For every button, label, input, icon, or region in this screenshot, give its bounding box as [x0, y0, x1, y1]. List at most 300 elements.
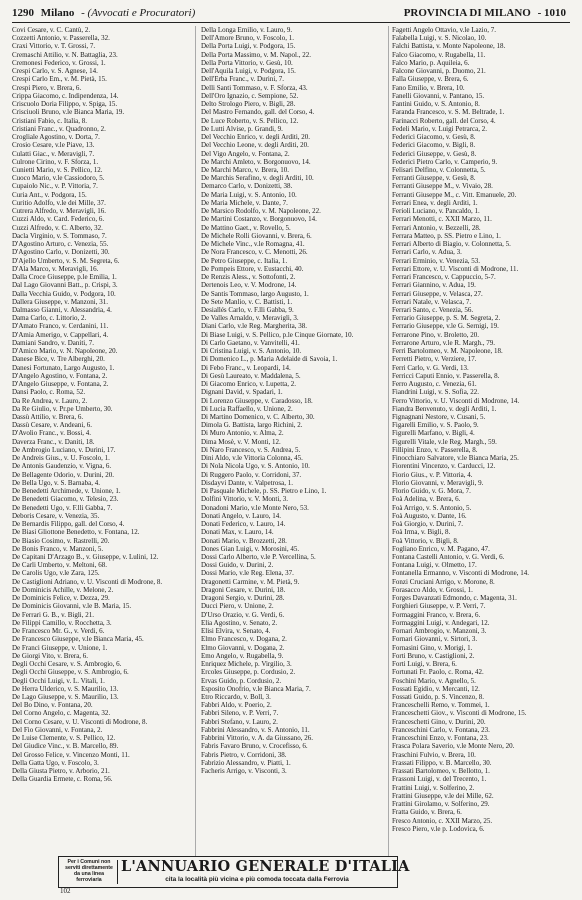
directory-entry: Dalla Vecchia Guido, v. Podgora, 10.: [12, 289, 116, 298]
directory-entry: Fresco Antonio, c. XXII Marzo, 25.: [392, 816, 493, 825]
directory-entry: Dalmasso Gianni, v. Alessandria, 4.: [12, 305, 112, 314]
directory-entry: Ferrari Francesco, v. Cappuccio, 5-7.: [392, 273, 496, 282]
directory-entry: Damiani Sandro, v. Daniti, 7.: [12, 338, 94, 347]
directory-entry: Cuoco Mario, v.le Cassiodoro, 5.: [12, 174, 105, 183]
directory-entry: Ferretti Pietro, v. Verziere, 17.: [392, 355, 477, 364]
footer-code: 102: [60, 887, 71, 895]
directory-entry: Elia Agostino, v. Senato, 2.: [201, 618, 278, 627]
directory-entry: Donadoni Mario, v.le Monte Nero, 53.: [201, 503, 309, 512]
directory-entry: Cremaschi Attilio, v. N. Battaglia, 23.: [12, 50, 118, 59]
directory-entry: Etro Riccardo, v. Boll, 3.: [201, 692, 271, 701]
directory-entry: Frasca Polara Saverio, v.le Monte Nero, 20.: [392, 742, 515, 751]
directory-entry: Curia Ant., v. Podgora, 15.: [12, 190, 87, 199]
directory-entry: Cozzetti Antonio, v. Passerella, 32.: [12, 34, 110, 43]
directory-entry: De Lago Giuseppe, v. S. Maurilio, 13.: [12, 692, 119, 701]
directory-entry: Falla Giuseppe, v. Brera, 6.: [392, 75, 469, 84]
directory-entry: Diani Carlo, v.le Reg. Margherita, 38.: [201, 322, 307, 331]
directory-entry: Di Pasquale Michele, p. SS. Pietro e Lino, 1.: [201, 487, 327, 496]
directory-entry: De Nora Francesco, v. C. Menotti, 26.: [201, 248, 308, 257]
directory-entry: Ferrarone Arturo, v.le R. Margh., 79.: [392, 338, 496, 347]
directory-entry: Di Naro Francesco, v. S. Andrea, 5.: [201, 445, 301, 454]
directory-entry: Frassati Filippo, v. B. Marcello, 30.: [392, 758, 492, 767]
directory-entry: De Maria Luigi, v. S. Antonio, 10.: [201, 190, 297, 199]
directory-entry: Dassù Cesare, v. Andeani, 6.: [12, 421, 93, 430]
directory-entry: Esposito Onofrio, v.le Bianca Maria, 7.: [201, 684, 311, 693]
directory-entry: D'Avolio Franc., v. Bossi, 4.: [12, 429, 92, 438]
directory-entry: Dossi Carlo Alberto, v.le P. Vercellina, 5.: [201, 553, 316, 561]
directory-entry: Crogliale Agostino, v. Dorta, 7.: [12, 133, 100, 142]
directory-entry: Donati Angelo, v. Lauro, 14.: [201, 511, 282, 520]
directory-entry: Dolfini Vittorio, v. V. Monti, 3.: [201, 495, 289, 504]
directory-entry: Fabbri Sileno, v. P. Verri, 7.: [201, 709, 279, 718]
directory-entry: De Antonis Gaudenzio, v. Vigna, 6.: [12, 462, 112, 471]
directory-entry: De Petro Giuseppe, c. Italia, 1.: [201, 256, 288, 265]
directory-entry: Federici Pietro Carlo, v. Camperio, 9.: [392, 157, 498, 166]
directory-entry: Ferri Bartolomeo, v. M. Napoleone, 18.: [392, 347, 503, 356]
directory-entry: De Filippi Camillo, v. Rocchetta, 3.: [12, 618, 112, 627]
directory-entry: Del Giudice Vinc., v. B. Marcello, 89.: [12, 742, 119, 751]
directory-entry: Dossi Guido, v. Durini, 2.: [201, 561, 274, 570]
directory-entry: Ervas Guido, p. Cordusio, 2.: [201, 676, 282, 685]
directory-entry: Curitio Adolfo, v.le dei Mille, 37.: [12, 198, 106, 207]
directory-entry: Cuzzi Alfredo, v. C. Alberto, 32.: [12, 223, 103, 232]
directory-entry: Donati Mario, v. Brozzetti, 28.: [201, 536, 287, 545]
directory-entry: Falchi Battista, v. Monte Napoleone, 18.: [392, 42, 506, 51]
directory-entry: Fabrizio Alessandro, v. Piatti, 1.: [201, 758, 291, 767]
directory-entry: Di Lorenzo Giuseppe, v. Caradosso, 18.: [201, 396, 313, 405]
directory-entry: De Benedetti Giacomo, v. Telesio, 23.: [12, 495, 119, 504]
directory-entry: Di Domenico L., p. Maria Adelaide di Savoia, 1.: [201, 355, 338, 364]
directory-entry: Foà Irma, v. Bigli, 8.: [392, 528, 451, 537]
directory-entry: Craxi Vittorio, v. T. Grossi, 7.: [12, 42, 96, 51]
directory-entry: Fano Emilio, v. Brera, 10.: [392, 83, 465, 92]
directory-entry: Fillipini Enzo, v. Passerella, 8.: [392, 445, 478, 454]
directory-entry: Fanelli Giovanni, v. Pantano, 15.: [392, 91, 485, 100]
directory-entry: D'Urso Orazio, v. G. Verdi, 6.: [201, 610, 285, 619]
directory-entry: Di Ruggero Paolo, v. Corridoni, 37.: [201, 470, 302, 479]
directory-entry: Enriquez Michele, p. Virgilio, 3.: [201, 660, 292, 669]
directory-entry: Degli Occhi Cesare, v. S. Ambrogio, 6.: [12, 660, 122, 669]
directory-entry: Ferrarone Pino, v. Broletto, 20.: [392, 330, 480, 339]
directory-entry: Fabris Favaro Bruno, v. Crocefisso, 6.: [201, 742, 308, 751]
directory-entry: Foà Augusto, v. Dante, 16.: [392, 511, 467, 520]
directory-entry: De Dominicis Felice, v. Dezza, 29.: [12, 594, 110, 603]
directory-entry: Ercoles Giuseppe, p. Cordusio, 2.: [201, 668, 296, 677]
directory-entry: Fabbri Aldo, v. Poerio, 2.: [201, 701, 272, 710]
directory-entry: Faranda Francesco, v. S. M. Beltrade, 1.: [392, 108, 505, 117]
directory-entry: Degli Occhi Giuseppe, v. S. Ambrogio, 6.: [12, 668, 129, 677]
header-city: Milano: [40, 7, 75, 19]
directory-entry: Ferrario Giuseppe, v.le G. Sernigi, 19.: [392, 322, 499, 331]
directory-entry: Della Porta Massimo, v. M. Napol., 22.: [201, 50, 311, 59]
directory-entry: Dima Mosè, v. V. Monti, 12.: [201, 437, 281, 446]
directory-entry: De Maria Michele, v. Dante, 7.: [201, 198, 288, 207]
directory-entry: Crippa Giacomo, c. Indipendenza, 14.: [12, 91, 119, 100]
directory-entry: De Castiglioni Adriano, v. U. Visconti di Modrone, 8.: [12, 577, 163, 586]
directory-entry: Ferrari Natale, v. Velasca, 7.: [392, 297, 472, 306]
header-province: PROVINCIA DI MILANO: [403, 7, 531, 19]
directory-entry: Dacla Virginio, v. S. Tommaso, 7.: [12, 231, 107, 240]
directory-entry: Crosio Cesare, v.le Piave, 13.: [12, 141, 95, 150]
directory-entry: Cristiani Fabio, c. Italia, 8.: [12, 116, 88, 125]
directory-entry: Fontana Luigi, v. Olmetto, 17.: [392, 561, 477, 570]
directory-entry: De Mattino Gaet., v. Rovello, 5.: [201, 223, 291, 232]
directory-entry: Della Giusta Pietro, v. Arborio, 21.: [12, 767, 110, 776]
directory-entry: Dallera Giuseppe, v. Manzoni, 31.: [12, 297, 108, 306]
directory-entry: Federici Giacomo, v. Gesù, 8.: [392, 133, 476, 142]
directory-entry: Ferrario Giuseppe, p. S. M. Segreta, 2.: [392, 314, 501, 323]
directory-entry: Del Vigo Angelo, v. Fontana, 2.: [201, 149, 290, 158]
directory-entry: De Carolis Ugo, v.le Zara, 125.: [12, 569, 100, 578]
directory-entry: Dragoni Sergio, v. Durini, 28.: [201, 594, 285, 603]
directory-entry: Dimola G. Battista, largo Richini, 2.: [201, 421, 303, 430]
directory-entry: Falcone Giovanni, p. Duomo, 21.: [392, 67, 486, 76]
directory-entry: Ferrari Alberto di Biagio, v. Colonnetta, 5.: [392, 240, 511, 249]
directory-entry: Fornasini Gino, v. Morigi, 1.: [392, 643, 473, 652]
directory-entry: De Bella Ugo, v. S. Barnaba, 4.: [12, 478, 100, 487]
directory-entry: Criscuolo Doria Filippo, v. Spiga, 15.: [12, 100, 118, 109]
directory-entry: Cunietti Mario, v. S. Pellico, 12.: [12, 165, 103, 174]
directory-entry: Franceschini Enzo, v. Fontana, 23.: [392, 734, 489, 743]
directory-entry: Ferranti Giuseppe, v. Gesù, 8.: [392, 174, 476, 183]
ad-side-note: Per i Comuni non serviti direttamente da una linea ferroviaria: [65, 859, 113, 883]
directory-entry: D'Agostino Arturo, c. Venezia, 55.: [12, 240, 109, 249]
directory-entry: De Luce Roberto, v. S. Pellico, 12.: [201, 116, 299, 125]
directory-entry: Di Febo Franc., v. Leopardi, 14.: [201, 363, 291, 372]
directory-entry: Donati Max, v. Lauro, 14.: [201, 528, 274, 537]
directory-entry: Dragoni Cesare, v. Durini, 18.: [201, 585, 286, 594]
directory-entry: Franceschetti Gino, v. Durini, 20.: [392, 717, 486, 726]
directory-entry: Frassoni Luigi, v. del Trecento, 1.: [392, 775, 487, 784]
directory-entry: Ferrari Erminio, v. Venezia, 53.: [392, 256, 481, 265]
ad-title: L'ANNUARIO GENERALE D'ITALIA: [121, 858, 410, 875]
directory-entry: De Capitani D'Arzago B., v. Giuseppe, v. Lulini, 12.: [12, 553, 159, 561]
directory-entry: Daverza Franc., v. Daniti, 18.: [12, 437, 95, 446]
directory-entry: Figurelli Vitale, v.le Reg. Margh., 59.: [392, 437, 497, 446]
directory-entry: Crespi Carlo Em., v. M. Pietà, 15.: [12, 75, 107, 84]
directory-entry: Fontanella Ermanno, v. Visconti di Modrone, 14.: [392, 569, 530, 578]
directory-entry: Fedeli Mario, v. Luigi Petrarca, 2.: [392, 124, 487, 133]
directory-entry: De Santis Tommaso, largo Augusto, 1.: [201, 289, 309, 298]
directory-entry: Da Re Andrea, v. Lauro, 2.: [12, 396, 88, 405]
directory-entry: Dansi Paolo, c. Roma, 52.: [12, 388, 86, 397]
directory-entry: Fiorio Gius., v. P. Vittoria, 4.: [392, 470, 473, 479]
directory-entry: Di Carlo Gaetano, v. Vanvitelli, 41.: [201, 338, 300, 347]
directory-entry: Fignagnani Nestore, v. Cusani, 5.: [392, 413, 486, 422]
directory-entry: Fiorentini Vincenzo, v. Carducci, 12.: [392, 462, 496, 471]
running-header: [12, 6, 570, 23]
directory-entry: Cristiani Franc., v. Quadronno, 2.: [12, 124, 106, 133]
directory-entry: Ferrari Santo, c. Venezia, 56.: [392, 305, 474, 314]
directory-entry: Fabbrini Alessandro, v. S. Antonio, 11.: [201, 725, 310, 734]
directory-entry: Elmo Francesco, v. Dogana, 2.: [201, 635, 287, 644]
directory-entry: D'Amia Amerigo, v. Cappellari, 4.: [12, 330, 109, 339]
directory-entry: De Benedetti Ugo, v. F.lli Gabba, 7.: [12, 503, 113, 512]
directory-entry: Farinacci Roberto, gall. del Corso, 4.: [392, 116, 496, 125]
directory-entry: Ferrari Antonio, v. Bezzelli, 28.: [392, 223, 481, 232]
directory-entry: Franceschini Carlo, v. Fontana, 23.: [392, 725, 490, 734]
directory-entry: Fraschini Fulvio, v. Brera, 10.: [392, 750, 476, 759]
directory-entry: Fiandra Benvenuto, v. degli Arditi, 1.: [392, 404, 497, 413]
directory-entry: Fabbri Stefano, v. Lauro, 2.: [201, 717, 278, 726]
directory-entry: Foà Giorgio, v. Durini, 7.: [392, 520, 463, 529]
directory-entry: Della Porta Vittorio, v. Gesù, 10.: [201, 58, 293, 67]
directory-entry: Florio Giovanni, v. Meravigli, 9.: [392, 478, 484, 487]
directory-entry: Crisciuoli Bruno, v.le Bianca Maria, 19.: [12, 108, 125, 117]
header-left: [12, 6, 199, 20]
directory-entry: Fossati Guido, p. S. Vincenzo, 8.: [392, 692, 485, 701]
directory-entry: Della Gatta Ugo, v. Foscolo, 3.: [12, 758, 99, 767]
page-number: 1290: [12, 7, 34, 19]
directory-entry: Figurelli Marfano, v. Bigli, 4.: [392, 429, 475, 438]
directory-entry: De Ambrogio Luciano, v. Durini, 17.: [12, 445, 116, 454]
directory-entry: Franceschelli Remo, v. Tommei, 1.: [392, 701, 490, 710]
directory-entry: Ferrara Matteo, p. SS. Pietro e Lino, 1.: [392, 231, 501, 240]
directory-entry: Di Muro Antonio, v. Alma, 2.: [201, 429, 284, 438]
directory-entry: Ferricci Caputi Ennio, v. Passerella, 8.: [392, 371, 500, 380]
directory-entry: Fortunati Fr. Paolo, c. Roma, 42.: [392, 668, 484, 677]
directory-entry: Ferioli Luciano, v. Pancaldo, 1.: [392, 207, 480, 216]
directory-entry: Ducci Piero, v. Unione, 2.: [201, 602, 274, 611]
directory-entry: Finocchiaro Salvatore, v.le Bianca Maria, 25.: [392, 454, 519, 463]
directory-entry: Del Corno Angelo, c. Magenta, 32.: [12, 709, 111, 718]
directory-entry: Franceschetti Giov., v. Visconti di Modrone, 15.: [392, 709, 527, 718]
directory-entry: Desiallés Carlo, v. F.lli Gabba, 9.: [201, 305, 294, 314]
directory-entry: Ferrari Enea, v. degli Arditi, 1.: [392, 198, 478, 207]
directory-entry: Falabella Luigi, v. S. Nicolao, 10.: [392, 34, 487, 43]
directory-entry: D'Angelo Agostino, v. Fontana, 2.: [12, 371, 108, 380]
directory-entry: D'Amico Mario, v. N. Napoleone, 20.: [12, 347, 118, 356]
directory-entry: Dossi Mario, v.le Reg. Elena, 37.: [201, 569, 294, 578]
directory-entry: Di Lucia Raffaello, v. Unione, 2.: [201, 404, 293, 413]
directory-entry: Dell'Aquila Luigi, v. Podgora, 15.: [201, 67, 296, 76]
directory-entry: Di Giacomo Enrico, v. Lupetta, 2.: [201, 380, 296, 389]
directory-entry: Di Martino Domenico, v. C. Alberto, 30.: [201, 413, 315, 422]
directory-entry: Dignani David, v. Spadari, 1.: [201, 388, 283, 397]
directory-entry: Figarelli Emilio, v. S. Paolo, 9.: [392, 421, 479, 430]
column-divider: [195, 26, 196, 856]
directory-entry: De Marchi Amleto, v. Borgonuovo, 14.: [201, 157, 311, 166]
directory-entry: D'Ajello Umberto, v. S. M. Segreta, 6.: [12, 256, 120, 265]
directory-entry: Fabbrini Vittorio, v. A. da Giussano, 26.: [201, 734, 313, 743]
entries-column-2: [201, 26, 384, 856]
directory-entry: Fornari Giovanni, v. Sirtori, 3.: [392, 635, 478, 644]
directory-entry: Frattini Luigi, v. Solferino, 2.: [392, 783, 475, 792]
directory-entry: Foschini Mario, v. Agnello, 5.: [392, 676, 476, 685]
directory-entry: Di Gesù Laureato, v. Maddalena, 5.: [201, 371, 301, 380]
directory-entry: D'Amato Franco, v. Cerdanini, 11.: [12, 322, 109, 331]
directory-entry: Forti Bruno, v. Castiglioni, 2.: [392, 651, 475, 660]
directory-entry: Cupaiolo Nic., v. P. Vittoria, 7.: [12, 182, 98, 191]
directory-entry: Federici Giuseppe, v. Gesù, 8.: [392, 149, 477, 158]
entries-column-1: [12, 26, 189, 856]
directory-entry: Federici Giacomo, v. Bigli, 8.: [392, 141, 476, 150]
directory-entry: De Sete Manlio, v. C. Battisti, 1.: [201, 297, 293, 306]
directory-entry: Dell'Amore Bruno, v. Foscolo, 1.: [201, 34, 294, 43]
directory-entry: Culatti Giac., v. Meravigli, 7.: [12, 149, 95, 158]
directory-entry: De Benedetti Archimede, v. Unione, 1.: [12, 487, 121, 496]
directory-entry: Di Nola Nicola Ugo, v. S. Antonio, 10.: [201, 462, 310, 471]
directory-entry: Facheris Arrigo, v. Visconti, 3.: [201, 767, 287, 776]
directory-entry: Fresco Piero, v.le p. Lodovica, 6.: [392, 824, 485, 833]
directory-entry: De Ferrari G. B., v. Bigli, 21.: [12, 610, 94, 619]
directory-entry: Frattini Giuseppe, v.le dei Mille, 62.: [392, 791, 494, 800]
directory-entry: De Giorgi Vito, v. Brera, 6.: [12, 651, 89, 660]
directory-entry: Dertenois Leo, v. V. Modrone, 14.: [201, 281, 297, 290]
directory-entry: Del Mastro Fernando, gall. del Corso, 4.: [201, 108, 315, 117]
directory-entry: Demarco Carlo, v. Donizetti, 38.: [201, 182, 293, 191]
directory-entry: De Biasi Gliottone Benedetto, v. Fontana, 12.: [12, 528, 140, 537]
directory-entry: Fiandrini Luigi, v. S. Sofia, 22.: [392, 388, 480, 397]
directory-entry: Fonzi Cruciani Arrigo, v. Morone, 8.: [392, 577, 495, 586]
directory-entry: De Carli Umberto, v. Meltoni, 68.: [12, 561, 108, 570]
directory-entry: D'Angelo Giuseppe, v. Fontana, 2.: [12, 380, 109, 389]
directory-entry: D'Agostino Carlo, v. Donizetti, 30.: [12, 248, 110, 257]
header-range: - 1010: [537, 7, 566, 19]
directory-entry: Dassù Attilio, v. Brera, 6.: [12, 413, 84, 422]
directory-entry: Fagetti Angelo Ottavio, v.le Lazio, 7.: [392, 26, 496, 34]
directory-entry: De Michele Rolli Giovanni, v. Brera, 6.: [201, 231, 312, 240]
directory-entry: Deboris Cesare, v. Venezia, 35.: [12, 511, 100, 520]
directory-entry: Ferrari Giuseppe, v. Velasca, 27.: [392, 289, 483, 298]
directory-entry: Falco Mario, p. Aquileia, 6.: [392, 58, 470, 67]
directory-entry: De Dominicis Giovanni, v.le B. Maria, 15.: [12, 602, 132, 611]
directory-entry: Disdayvi Dante, v. Valpetrosa, 1.: [201, 478, 293, 487]
directory-entry: Di Biase Luigi, v. S. Pellico, p.le Cinque Giornate, 10.: [201, 330, 354, 339]
directory-entry: De Andreis Gius., v. U. Foscolo, 1.: [12, 454, 110, 463]
directory-entry: Ferranti Giuseppe M., v. Vivaio, 28.: [392, 182, 493, 191]
advertisement-box: [58, 856, 410, 888]
directory-entry: De Biasio Cosimo, v. Rastrelli, 20.: [12, 536, 110, 545]
column-divider: [388, 26, 389, 856]
directory-entry: Fornari Ambrogio, v. Manzoni, 3.: [392, 627, 487, 636]
ad-divider: [117, 860, 118, 884]
directory-entry: Elmo Giovanni, v. Dogana, 2.: [201, 643, 285, 652]
directory-entry: Dell'Oro Ignazio, c. Sempione, 52.: [201, 91, 299, 100]
directory-entry: De Marchis Serafino, v. degli Arditi, 10.: [201, 174, 314, 183]
directory-entry: Del Fio Giovanni, v. Fontana, 2.: [12, 725, 103, 734]
header-right: [404, 6, 570, 20]
directory-entry: De Pompeis Ettore, v. Eustacchi, 40.: [201, 264, 304, 273]
directory-entry: De Luise Clemente, v. S. Pellico, 12.: [12, 734, 116, 743]
directory-entry: Cutrera Alfredo, v. Meravigli, 16.: [12, 207, 107, 216]
directory-entry: De Herra Ulderico, v. S. Maurilio, 13.: [12, 684, 119, 693]
directory-entry: Ferro Vittorio, v. U. Visconti di Modrone, 14.: [392, 396, 520, 405]
directory-entry: Fabris Pietro, v. Corridoni, 38.: [201, 750, 287, 759]
ad-subtitle: cita la località più vicina e più comoda toccata dalla Ferrovia: [165, 876, 349, 883]
directory-entry: Foà Adelina, v. Brera, 6.: [392, 495, 461, 504]
directory-entry: Foà Arrigo, v. S. Antonio, 5.: [392, 503, 472, 512]
directory-entry: Crespi Carlo, v. S. Agnese, 14.: [12, 67, 98, 76]
directory-entry: Dalla Croce Giuseppe, p.le Emilia, 1.: [12, 273, 117, 282]
directory-entry: Danese Bice, v. Tre Alberghi, 20.: [12, 355, 105, 364]
directory-entry: Cuzzi Aldo, v. Card. Federico, 6.: [12, 215, 105, 224]
directory-entry: De Marsico Rodolfo, v. M. Napoleone, 22.: [201, 207, 321, 216]
directory-entry: Florio Guido, v. G. Mora, 7.: [392, 487, 471, 496]
directory-entry: De Bellagente Odorio, v. Durini, 20.: [12, 470, 114, 479]
directory-entry: Formaggini Luigi, v. Andegari, 12.: [392, 618, 490, 627]
directory-entry: Fontana Castelli Antonio, v. G. Verdi, 6.: [392, 553, 505, 561]
directory-entry: Della Longa Emilio, v. Lauro, 9.: [201, 26, 293, 34]
directory-entry: Emo Angelo, v. Rugabella, 9.: [201, 651, 284, 660]
directory-entry: De Francesco Giuseppe, v.le Bianca Maria, 45.: [12, 635, 144, 644]
directory-entry: De Dominicis Achille, v. Melone, 2.: [12, 585, 114, 594]
directory-entry: Culrone Cirino, v. F. Sforza, 1.: [12, 157, 99, 166]
directory-entry: Ferrari Giannino, v. Adua, 19.: [392, 281, 476, 290]
directory-entry: Cremonesi Federico, v. Grossi, 1.: [12, 58, 106, 67]
directory-entry: Dama Carlo, c. Littorio, 2.: [12, 314, 87, 323]
directory-entry: Del Corno Cesare, v. U. Visconti di Modrone, 8.: [12, 717, 148, 726]
directory-entry: Falco Giacomo, v. Rugabella, 11.: [392, 50, 486, 59]
directory-entry: Ferrari Carlo, v. Adua, 3.: [392, 248, 462, 257]
directory-entry: Covi Cesare, v. C. Cantù, 2.: [12, 26, 91, 34]
directory-entry: Ferro Augusto, c. Venezia, 61.: [392, 380, 477, 389]
directory-entry: Felisari Delfino, v. Colonnetta, 5.: [392, 165, 486, 174]
directory-entry: Delto Strologo Piero, v. Bigli, 28.: [201, 100, 296, 109]
directory-entry: De Michele Vinc., v.le Romagna, 41.: [201, 240, 305, 249]
directory-entry: Della Guardia Ermete, c. Roma, 56.: [12, 775, 113, 784]
directory-entry: Da Re Giulio, v. Pr.pe Umberto, 30.: [12, 404, 113, 413]
directory-entry: Fossati Egidio, v. Mercanti, 12.: [392, 684, 480, 693]
directory-entry: Elisi Elvira, v. Senato, 4.: [201, 627, 271, 636]
directory-entry: Danesi Fortunato, Largo Augusto, 1.: [12, 363, 115, 372]
directory-entry: Ferranti Giuseppe M., c. Vitt. Emanuele, 20.: [392, 190, 517, 199]
directory-entry: Della Porta Luigi, v. Podgora, 15.: [201, 42, 296, 51]
directory-entry: Dal Lago Giovanni Batt., p. Crispi, 3.: [12, 281, 118, 290]
directory-entry: Delli Santi Tommaso, v. F. Sforza, 43.: [201, 83, 308, 92]
directory-entry: De Bernardis Filippo, gall. del Corso, 4.: [12, 520, 125, 529]
directory-entry: Frassati Bartolomeo, v. Bellotto, 1.: [392, 767, 490, 776]
directory-entry: Dones Gian Luigi, v. Morosini, 45.: [201, 544, 300, 553]
directory-entry: De Marchi Marco, v. Brera, 10.: [201, 165, 289, 174]
directory-entry: Del Bo Dino, v. Fontana, 20.: [12, 701, 93, 710]
directory-entry: D'Ala Marco, v. Meravigli, 16.: [12, 264, 99, 273]
directory-entry: De Renzis Aless., v. Sottofonti, 2.: [201, 273, 296, 282]
directory-entry: Foà Vittorio, v. Bigli, 8.: [392, 536, 459, 545]
directory-entry: Dragonetti Carmine, v. M. Pietà, 9.: [201, 577, 300, 586]
directory-entry: Formaggini Franco, v. Brera, 6.: [392, 610, 481, 619]
directory-entry: Di Cristina Luigi, v. S. Antonio, 10.: [201, 347, 302, 356]
directory-entry: De Lutti Alvise, p. Grandi, 9.: [201, 124, 283, 133]
directory-entry: Forasacco Aldo, v. Grossi, 1.: [392, 585, 473, 594]
directory-entry: Degli Occhi Luigi, v. L. Vitali, 1.: [12, 676, 105, 685]
directory-entry: De Bonis Franco, v. Manzoni, 5.: [12, 544, 104, 553]
directory-entry: De Valles Arnaldo, v. Meravigli, 3.: [201, 314, 299, 323]
directory-entry: Fantini Guido, v. S. Antonio, 8.: [392, 100, 480, 109]
directory-entry: Frattini Girolamo, v. Solferino, 29.: [392, 800, 490, 809]
directory-entry: Fratta Guido, v. Brera, 6.: [392, 808, 462, 817]
directory-entry: Dini Aldo, v.le Vittoria Colonna, 45.: [201, 454, 303, 463]
header-section: - (Avvocati e Procuratori): [81, 7, 196, 19]
directory-entry: Fogliano Enrico, v. M. Pagano, 47.: [392, 544, 490, 553]
directory-entry: Dell'Erba Franc., v. Durini, 7.: [201, 75, 285, 84]
directory-entry: Donati Federico, v. Lauro, 14.: [201, 520, 286, 529]
directory-entry: De Martini Costanzo, v. Borgonuovo, 14.: [201, 215, 317, 224]
directory-entry: Forghieri Giuseppe, v. P. Verri, 7.: [392, 602, 486, 611]
directory-entry: Del Vecchio Enrico, v. degli Arditi, 20.: [201, 133, 311, 142]
directory-entry: Forti Luigi, v. Brera, 6.: [392, 660, 457, 669]
directory-entry: Ferri Carlo, v. G. Verdi, 13.: [392, 363, 469, 372]
directory-entry: Ferrari Menotti, c. XXII Marzo, 11.: [392, 215, 492, 224]
entries-column-3: [392, 26, 570, 856]
directory-entry: De Franci Giuseppe, v. Unione, 1.: [12, 643, 108, 652]
directory-entry: Ferrari Ettore, v. U. Visconti di Modrone, 11.: [392, 264, 519, 273]
directory-entry: Forges Davanzati Edmondo, c. Magenta, 31.: [392, 594, 517, 603]
directory-entry: De Francesco Mr. G., v. Verdi, 6.: [12, 627, 105, 636]
directory-entry: Del Vecchio Leone, v. degli Arditi, 20.: [201, 141, 309, 150]
directory-entry: Crespi Piero, v. Brera, 6.: [12, 83, 82, 92]
directory-entry: Del Grosso Felice, v. Vincenzo Monti, 11.: [12, 750, 130, 759]
